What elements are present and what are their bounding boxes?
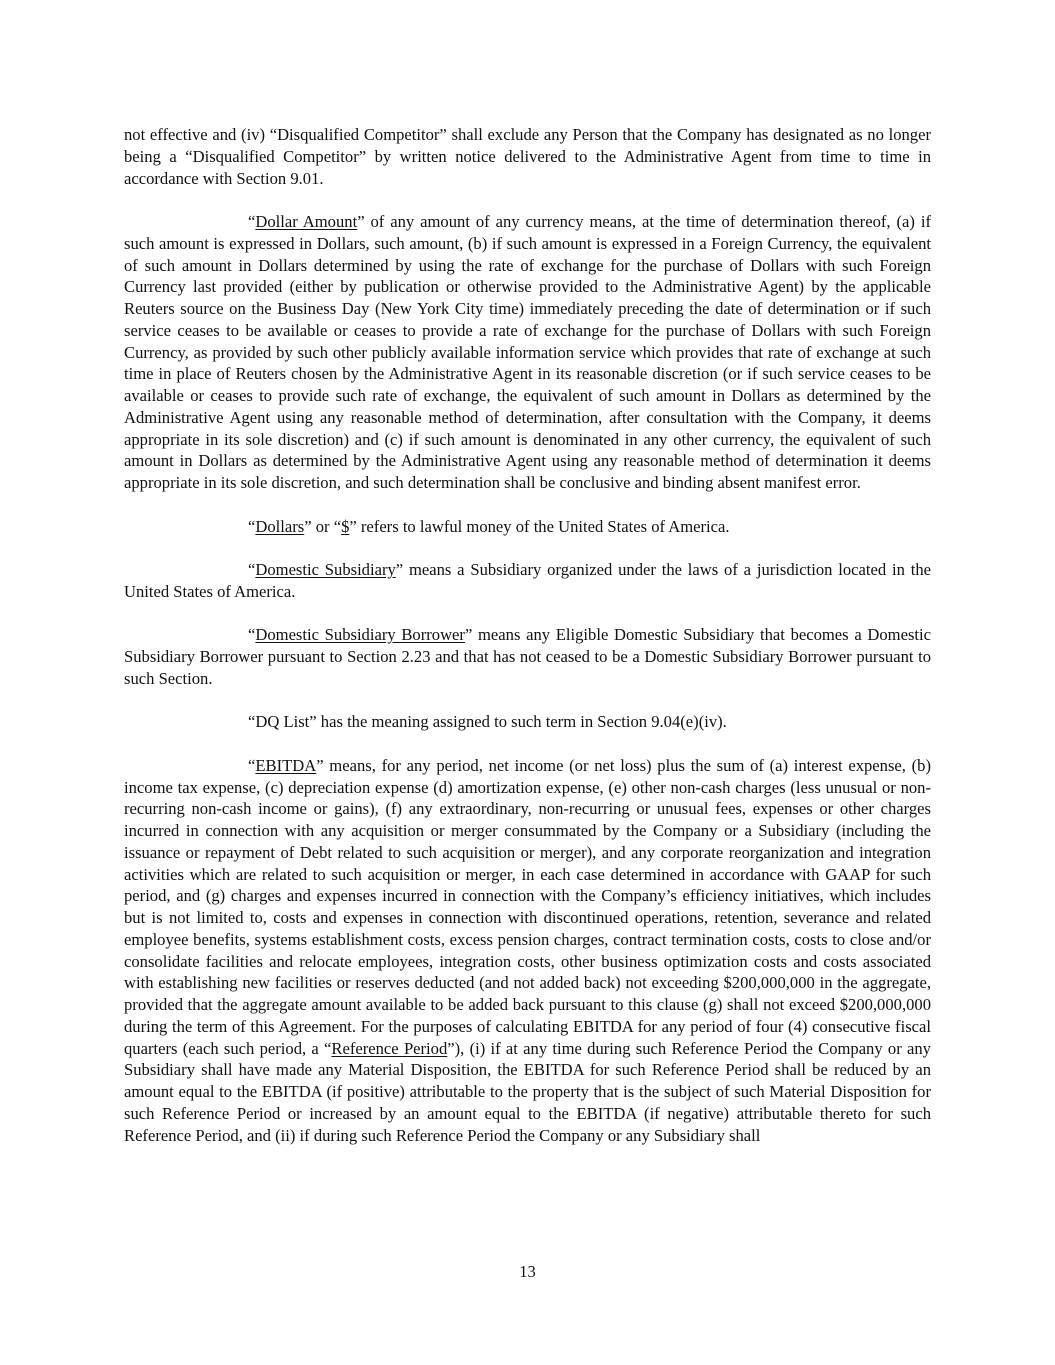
paragraph-text: ” means a Subsidiary organized under the laws of a jurisdiction located in the United States of America. xyxy=(124,560,931,601)
paragraph-text: “DQ List” has the meaning assigned to such term in Section 9.04(e)(iv). xyxy=(248,712,727,732)
paragraph-text: ”), (i) if at any time during such Reference Period the Company or any Subsidiary shall have made any Material Disposition, the EBITDA for such Reference Period shall be reduced by an amount equal to the EBITDA (if positive) attributable to the property that is the subject of such Material Disposition for such Reference Period or increased by an amount equal to the EBITDA (if negative) attributable thereto for such Reference Period, and (ii) if during such Reference Period the Company or any Subsidiary shall xyxy=(124,1038,931,1145)
paragraph xyxy=(124,559,931,603)
paragraph xyxy=(124,211,931,494)
paragraph-text: “ xyxy=(248,212,256,231)
paragraph-text: not effective and (iv) “Disqualified Competitor” shall exclude any Person that the Company has designated as no longer being a “Disqualified Competitor” by written notice delivered to the Administrative Agent from time to time in accordance with Section 9.01. xyxy=(124,125,931,188)
paragraph-text: ” of any amount of any currency means, at the time of determination thereof, (a) if such amount is expressed in Dollars, such amount, (b) if such amount is expressed in a Foreign Currency, the equivalent of such amount in Dollars determined by using the rate of exchange for the purchase of Dollars with such Foreign Currency last provided (either by publication or otherwise provided to the Administrative Agent) by the applicable Reuters source on the Business Day (New York City time) immediately preceding the date of determination or if such service ceases to be available or ceases to provide a rate of exchange for the purchase of Dollars with such Foreign Currency, as provided by such other publicly available information service which provides that rate of exchange at such time in place of Reuters chosen by the Administrative Agent in its reasonable discretion (or if such service ceases to be available or ceases to provide such rate of exchange, the equivalent of such amount in Dollars as determined by the Administrative Agent using any reasonable method of determination, after consultation with the Company, it deems appropriate in its sole discretion) and (c) if such amount is denominated in any other currency, the equivalent of such amount in Dollars as determined by the Administrative Agent using any reasonable method of determination it deems appropriate in its sole discretion, and such determination shall be conclusive and binding absent manifest error. xyxy=(124,212,931,492)
defined-term: Dollars xyxy=(255,516,305,536)
defined-term: Domestic Subsidiary Borrower xyxy=(255,625,465,645)
paragraph-text: ” refers to lawful money of the United States of America. xyxy=(349,516,730,536)
paragraph xyxy=(124,711,931,733)
defined-term: Dollar Amount xyxy=(255,212,358,231)
paragraph-text: ” means, for any period, net income (or net loss) plus the sum of (a) interest expense, (b) income tax expense, (c) depreciation expense (d) amortization expense, (e) other non-cash charges (less unusual or non-recurring non-cash income or gains), (f) any extraordinary, non-recurring or unusual fees, expenses or other charges incurred in connection with any acquisition or merger consummated by the Company or a Subsidiary (including the issuance or repayment of Debt related to such acquisition or merger), and any corporate reorganization and integration activities which are related to such acquisition or merger, in each case determined in accordance with GAAP for such period, and (g) charges and expenses incurred in connection with the Company’s efficiency initiatives, which includes but is not limited to, costs and expenses in connection with discontinued operations, retention, severance and related employee benefits, systems establishment costs, excess pension charges, contract termination costs, costs to close and/or consolidate facilities and relocate employees, integration costs, other business optimization costs and costs associated with establishing new facilities or reserves deducted (and not added back) not exceeding $200,000,000 in the aggregate, provided that the aggregate amount available to be added back pursuant to this clause (g) shall not exceed $200,000,000 during the term of this Agreement. For the purposes of calculating EBITDA for any period of four (4) consecutive fiscal quarters (each such period, a “ xyxy=(124,755,931,1058)
defined-term: Reference Period xyxy=(331,1038,448,1058)
paragraph-text: “ xyxy=(248,516,256,536)
paragraph-text: ” or “ xyxy=(304,516,342,536)
defined-term: Domestic Subsidiary xyxy=(255,560,396,579)
paragraph xyxy=(124,624,931,689)
defined-term: EBITDA xyxy=(255,755,317,775)
paragraph xyxy=(124,755,931,1147)
paragraph-text: “ xyxy=(248,560,256,579)
paragraph-text: “ xyxy=(248,625,256,645)
defined-term: $ xyxy=(341,516,350,536)
paragraph xyxy=(124,124,931,189)
paragraph-text: ” means any Eligible Domestic Subsidiary that becomes a Domestic Subsidiary Borrower pursuant to Section 2.23 and that has not ceased to be a Domestic Subsidiary Borrower pursuant to such Section. xyxy=(124,625,931,688)
page-number: 13 xyxy=(519,1262,536,1281)
paragraph xyxy=(124,516,931,538)
paragraph-text: “ xyxy=(248,755,256,775)
document-page xyxy=(124,124,931,1168)
